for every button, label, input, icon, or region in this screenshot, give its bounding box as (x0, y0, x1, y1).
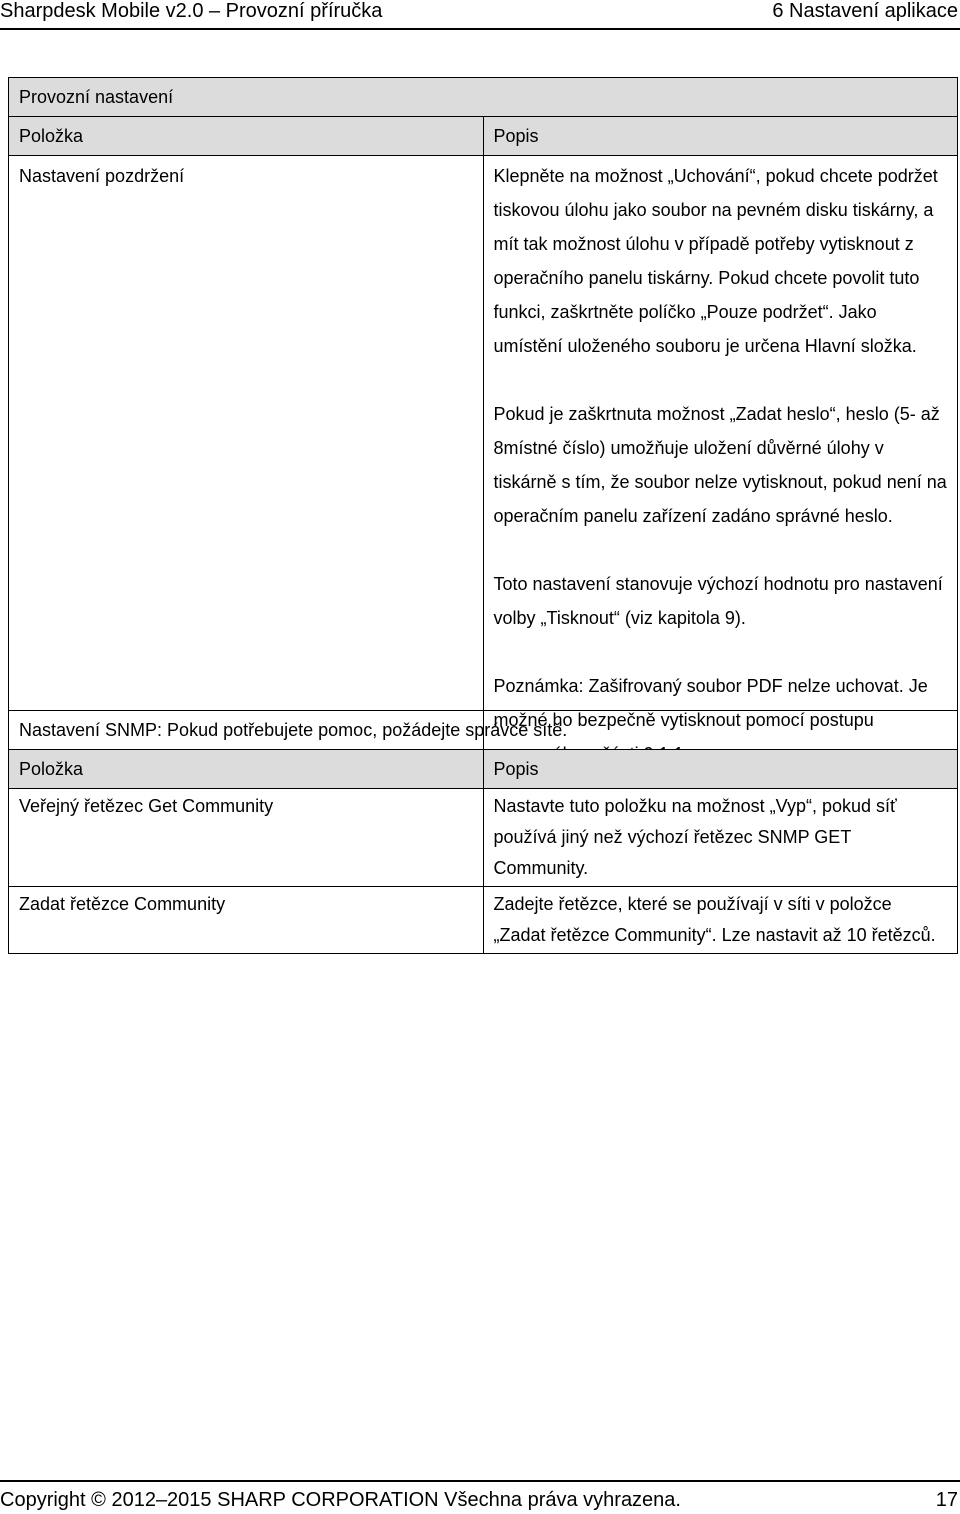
description-paragraph: Klepněte na možnost „Uchování“, pokud chcete podržet tiskovou úlohu jako soubor na pevném disku tiskárny, a mít tak možnost úlohu v případě potřeby vytisknout z operačního panelu tiskárny. Pokud chcete povolit tuto funkci, zaškrtněte políčko „Pouze podržet“. Jako umístění uloženého souboru je určena Hlavní složka. (493, 166, 938, 356)
page-footer (0, 1484, 960, 1512)
document-title: Sharpdesk Mobile v2.0 – Provozní příručka (0, 0, 383, 22)
row-description (483, 156, 958, 772)
operation-settings-table (8, 77, 958, 772)
row-description: Nastavte tuto položku na možnost „Vyp“, pokud síť používá jiný než výchozí řetězec SNMP GET Community. (483, 789, 958, 887)
column-header-item: Položka (9, 750, 484, 789)
table-title: Nastavení SNMP: Pokud potřebujete pomoc, požádejte správce sítě. (9, 711, 958, 750)
table-row (9, 887, 958, 954)
description-paragraph: Toto nastavení stanovuje výchozí hodnotu pro nastavení volby „Tisknout“ (viz kapitola 9). (493, 574, 943, 628)
row-item-get-community: Veřejný řetězec Get Community (9, 789, 484, 887)
footer-divider (0, 1480, 960, 1482)
chapter-title: 6 Nastavení aplikace (772, 0, 958, 22)
row-description: Zadejte řetězce, které se používají v síti v položce „Zadat řetězce Community“. Lze nastavit až 10 řetězců. (483, 887, 958, 954)
table-row (9, 156, 958, 772)
row-item-community-strings: Zadat řetězce Community (9, 887, 484, 954)
column-header-description: Popis (483, 750, 958, 789)
table-row (9, 789, 958, 887)
column-header-item: Položka (9, 117, 484, 156)
header-divider (0, 28, 960, 30)
page-header (0, 0, 960, 26)
page-number: 17 (935, 1489, 958, 1511)
snmp-settings-table (8, 710, 958, 954)
table-title: Provozní nastavení (9, 78, 958, 117)
description-paragraph: Pokud je zaškrtnuta možnost „Zadat heslo“, heslo (5- až 8místné číslo) umožňuje uložení důvěrné úlohy v tiskárně s tím, že soubor nelze vytisknout, pokud není na operačním panelu zařízení zadáno správné heslo. (493, 404, 947, 526)
column-header-description: Popis (483, 117, 958, 156)
note-paragraph: Poznámka: Zašifrovaný soubor PDF nelze uchovat. Je možné ho bezpečně vytisknout pomocí postupu (493, 676, 928, 730)
row-item-hold-settings: Nastavení pozdržení (9, 156, 484, 772)
copyright-text: Copyright © 2012–2015 SHARP CORPORATION Všechna práva vyhrazena. (0, 1489, 681, 1511)
